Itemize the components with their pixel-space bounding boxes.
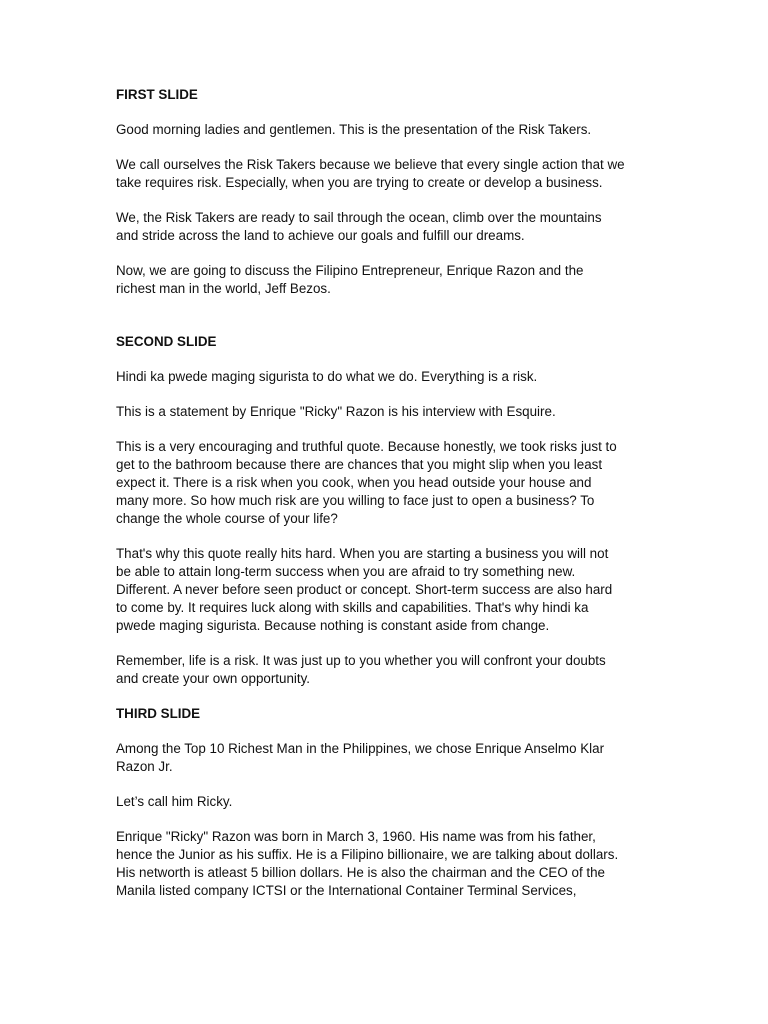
text-line: This is a very encouraging and truthful quote. Because honestly, we took risks just to — [116, 439, 617, 454]
text-line: Among the Top 10 Richest Man in the Philippines, we chose Enrique Anselmo Klar — [116, 741, 605, 756]
paragraph — [116, 793, 661, 811]
text-line: This is a statement by Enrique "Ricky" Razon is his interview with Esquire. — [116, 404, 556, 419]
section-heading-third-slide: THIRD SLIDE — [116, 706, 201, 721]
text-line: Good morning ladies and gentlemen. This is the presentation of the Risk Takers. — [116, 122, 592, 137]
paragraph — [116, 740, 661, 776]
text-line: Enrique "Ricky" Razon was born in March 3, 1960. His name was from his father, — [116, 829, 596, 844]
text-line: Different. A never before seen product or concept. Short-term success are also hard — [116, 582, 613, 597]
text-line: Now, we are going to discuss the Filipino Entrepreneur, Enrique Razon and the — [116, 263, 584, 278]
section-heading-second-slide: SECOND SLIDE — [116, 334, 217, 349]
text-line: and stride across the land to achieve our goals and fulfill our dreams. — [116, 228, 525, 243]
text-line: Manila listed company ICTSI or the International Container Terminal Services, — [116, 883, 577, 898]
paragraph — [116, 403, 661, 421]
paragraph — [116, 209, 661, 245]
text-line: take requires risk. Especially, when you are trying to create or develop a business. — [116, 175, 603, 190]
document-body — [116, 86, 661, 917]
text-line: many more. So how much risk are you willing to face just to open a business? To — [116, 493, 595, 508]
text-line: be able to attain long-term success when you are afraid to try something new. — [116, 564, 576, 579]
text-line: pwede maging sigurista. Because nothing is constant aside from change. — [116, 618, 550, 633]
text-line: Hindi ka pwede maging sigurista to do what we do. Everything is a risk. — [116, 369, 538, 384]
paragraph — [116, 368, 661, 386]
paragraph — [116, 438, 661, 528]
text-line: Remember, life is a risk. It was just up to you whether you will confront your doubts — [116, 653, 606, 668]
text-line: Razon Jr. — [116, 759, 173, 774]
text-line: That's why this quote really hits hard. When you are starting a business you will not — [116, 546, 609, 561]
text-line: His networth is atleast 5 billion dollars. He is also the chairman and the CEO of the — [116, 865, 606, 880]
text-line: We, the Risk Takers are ready to sail through the ocean, climb over the mountains — [116, 210, 602, 225]
text-line: hence the Junior as his suffix. He is a Filipino billionaire, we are talking about dollars. — [116, 847, 619, 862]
text-line: to come by. It requires luck along with skills and capabilities. That's why hindi ka — [116, 600, 589, 615]
section-heading-first-slide: FIRST SLIDE — [116, 87, 198, 102]
paragraph — [116, 156, 661, 192]
paragraph — [116, 262, 661, 298]
text-line: richest man in the world, Jeff Bezos. — [116, 281, 331, 296]
text-line: We call ourselves the Risk Takers because we believe that every single action that we — [116, 157, 625, 172]
paragraph — [116, 121, 661, 139]
text-line: change the whole course of your life? — [116, 511, 338, 526]
text-line: get to the bathroom because there are chances that you might slip when you least — [116, 457, 603, 472]
paragraph — [116, 828, 661, 900]
text-line: expect it. There is a risk when you cook, when you head outside your house and — [116, 475, 592, 490]
text-line: Let’s call him Ricky. — [116, 794, 233, 809]
text-line: and create your own opportunity. — [116, 671, 311, 686]
paragraph — [116, 545, 661, 635]
paragraph — [116, 652, 661, 688]
